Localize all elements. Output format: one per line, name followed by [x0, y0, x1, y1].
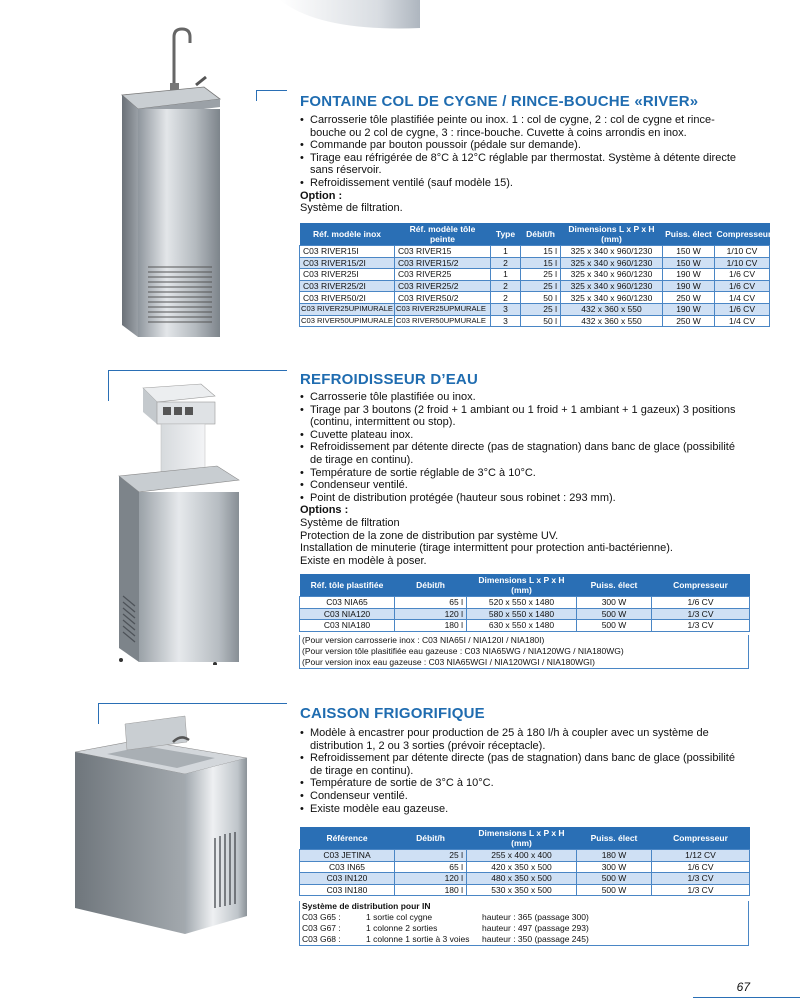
bullet-item: • Refroidissement par détente directe (pas de stagnation) dans banc de glace (possibilité de tirage en continu). [300, 441, 750, 466]
table-cell: 65 l [395, 861, 467, 873]
column-header: Réf. tôle plastifiée [300, 574, 395, 597]
column-header: Compresseur [715, 223, 770, 246]
table-cell: 1/10 CV [715, 257, 770, 269]
table-cell: C03 RIVER50/2 [395, 292, 491, 304]
table-cell: 1/6 CV [652, 861, 750, 873]
distribution-desc: 1 colonne 2 sorties [366, 923, 438, 933]
distribution-row [302, 934, 746, 945]
model-variants-notes [299, 635, 749, 669]
table-cell: 480 x 350 x 500 [467, 873, 577, 885]
table-cell: C03 RIVER25UPMURALE [395, 303, 491, 315]
table-cell: C03 NIA120 [300, 608, 395, 620]
table-cell: 250 W [663, 315, 715, 327]
table-cell: 25 l [521, 303, 561, 315]
table-row [300, 861, 750, 873]
table-cell: 180 l [395, 884, 467, 896]
table-cell: C03 RIVER25/2I [300, 280, 395, 292]
bullet-item: • Commande par bouton poussoir (pédale sur demande). [300, 139, 750, 152]
table-cell: 190 W [663, 269, 715, 281]
section-connector [256, 90, 287, 101]
table-cell: 325 x 340 x 960/1230 [561, 246, 663, 258]
table-cell: 25 l [521, 269, 561, 281]
column-header: Dimensions L x P x H (mm) [467, 827, 577, 850]
table-cell: 580 x 550 x 1480 [467, 608, 577, 620]
page-number: 67 [736, 980, 750, 994]
option-item: Installation de minuterie (tirage intermittent pour protection anti-bactérienne). [300, 542, 673, 555]
page-number-rule [693, 997, 800, 998]
table-cell: C03 RIVER25UPIMURALE [301, 304, 394, 314]
table-cell: 300 W [577, 861, 652, 873]
table-row [300, 269, 770, 281]
bullet-item: • Tirage par 3 boutons (2 froid + 1 ambiant ou 1 froid + 1 ambiant + 1 gazeux) 3 positions (continu, intermittent ou stop). [300, 404, 750, 429]
table-cell: 500 W [577, 873, 652, 885]
table-cell: 180 l [395, 620, 467, 632]
column-header: Puiss. élect [577, 827, 652, 850]
refrigerated-cabinet-image [75, 712, 250, 937]
water-cooler-image [105, 380, 250, 665]
river-fountain-image [108, 25, 238, 340]
table-cell: C03 NIA180 [300, 620, 395, 632]
table-cell: 2 [491, 257, 521, 269]
table-cell: 1 [491, 269, 521, 281]
distribution-systems [299, 901, 749, 946]
distribution-desc: 1 sortie col cygne [366, 912, 433, 922]
table-cell: 1/10 CV [715, 246, 770, 258]
table-cell: 190 W [663, 303, 715, 315]
table-cell: C03 RIVER25I [300, 269, 395, 281]
bullet-item: • Condenseur ventilé. [300, 790, 750, 803]
table-cell: C03 RIVER15 [395, 246, 491, 258]
table-cell: C03 IN65 [300, 861, 395, 873]
table-cell: 250 W [663, 292, 715, 304]
table-row [300, 280, 770, 292]
distribution-ref: C03 G67 : [302, 923, 341, 933]
note-line: (Pour version tôle plasitifiée eau gazeuse : C03 NIA65WG / NIA120WG / NIA180WG) [302, 646, 624, 656]
column-header: Référence [300, 827, 395, 850]
distribution-title: Système de distribution pour IN [302, 901, 431, 911]
table-cell: 325 x 340 x 960/1230 [561, 280, 663, 292]
table-cell: 1/6 CV [715, 303, 770, 315]
note-line: (Pour version carrosserie inox : C03 NIA65I / NIA120I / NIA180I) [302, 635, 545, 645]
table-row [300, 620, 750, 632]
table-cell: 25 l [395, 850, 467, 862]
table-cell: 630 x 550 x 1480 [467, 620, 577, 632]
table-cell: 255 x 400 x 400 [467, 850, 577, 862]
spec-table [299, 574, 750, 632]
column-header: Compresseur [652, 574, 750, 597]
table-cell: C03 RIVER15I [300, 246, 395, 258]
table-row [300, 608, 750, 620]
table-cell: 120 l [395, 608, 467, 620]
table-row [300, 873, 750, 885]
table-cell: 3 [491, 303, 521, 315]
table-cell: C03 RIVER15/2 [395, 257, 491, 269]
spec-table [299, 223, 770, 327]
section-title: REFROIDISSEUR D’EAU [300, 371, 478, 388]
table-cell: 325 x 340 x 960/1230 [561, 257, 663, 269]
distribution-row [302, 923, 746, 934]
distribution-desc: 1 colonne 1 sortie à 3 voies [366, 934, 470, 944]
table-cell: 120 l [395, 873, 467, 885]
distribution-ref: C03 G65 : [302, 912, 341, 922]
option-heading: Options : [300, 504, 349, 517]
table-cell: 2 [491, 292, 521, 304]
table-cell: 15 l [521, 246, 561, 258]
table-cell: 1/3 CV [652, 873, 750, 885]
bullet-item: • Refroidissement ventilé (sauf modèle 15). [300, 177, 750, 190]
option-heading: Option : [300, 189, 343, 202]
table-cell: 15 l [521, 257, 561, 269]
table-cell: C03 IN180 [300, 884, 395, 896]
table-cell: 1/6 CV [715, 269, 770, 281]
bullet-item: • Tirage eau réfrigérée de 8°C à 12°C réglable par thermostat. Système à détente directe sans réservoir. [300, 152, 750, 177]
distribution-row [302, 912, 746, 923]
option-item: Système de filtration [300, 516, 400, 529]
bullet-item: • Carrosserie tôle plastifiée peinte ou inox. 1 : col de cygne, 2 : col de cygne et rince-bouche ou 2 col de cygne, 3 : rince-bouche. Cuvette à coins arrondis en inox. [300, 114, 750, 139]
bullet-item: • Point de distribution protégée (hauteur sous robinet : 293 mm). [300, 492, 750, 505]
table-cell: 420 x 350 x 500 [467, 861, 577, 873]
table-cell: C03 RIVER25/2 [395, 280, 491, 292]
column-header: Réf. modèle tôle peinte [395, 223, 491, 246]
table-header-row [300, 574, 750, 597]
column-header: Dimensions L x P x H (mm) [467, 574, 577, 597]
table-cell: 1/12 CV [652, 850, 750, 862]
bullet-item: • Température de sortie réglable de 3°C à 10°C. [300, 467, 750, 480]
section-title: FONTAINE COL DE CYGNE / RINCE-BOUCHE «RIVER» [300, 93, 699, 110]
bullet-item: • Modèle à encastrer pour production de 25 à 180 l/h à coupler avec un système de distribution 1, 2 ou 3 sorties (prévoir réceptacle). [300, 727, 750, 752]
option-item: Système de filtration. [300, 202, 403, 215]
bullet-item: • Refroidissement par détente directe (pas de stagnation) dans banc de glace (possibilité de tirage en continu). [300, 752, 750, 777]
table-row [300, 257, 770, 269]
column-header: Compresseur [652, 827, 750, 850]
option-item: Protection de la zone de distribution par système UV. [300, 529, 559, 542]
table-cell: 1/3 CV [652, 620, 750, 632]
column-header: Réf. modèle inox [300, 223, 395, 246]
table-cell: 150 W [663, 246, 715, 258]
bullet-item: • Carrosserie tôle plastifiée ou inox. [300, 391, 750, 404]
table-cell: 1/4 CV [715, 292, 770, 304]
table-row [300, 850, 750, 862]
column-header: Puiss. élect [663, 223, 715, 246]
table-cell: 500 W [577, 608, 652, 620]
column-header: Type [491, 223, 521, 246]
section-description [300, 391, 750, 567]
column-header: Débit/h [395, 574, 467, 597]
section-description [300, 727, 750, 815]
table-cell: 432 x 360 x 550 [561, 315, 663, 327]
column-header: Dimensions L x P x H (mm) [561, 223, 663, 246]
column-header: Débit/h [521, 223, 561, 246]
table-cell: 1 [491, 246, 521, 258]
table-cell: 65 l [395, 597, 467, 609]
table-cell: C03 RIVER15/2I [300, 257, 395, 269]
table-cell: 520 x 550 x 1480 [467, 597, 577, 609]
table-cell: C03 RIVER50UPMURALE [395, 315, 491, 327]
table-row [300, 303, 770, 315]
table-cell: 1/3 CV [652, 608, 750, 620]
table-cell: 530 x 350 x 500 [467, 884, 577, 896]
table-cell: 432 x 360 x 550 [561, 303, 663, 315]
section-title: CAISSON FRIGORIFIQUE [300, 705, 485, 722]
table-row [300, 884, 750, 896]
top-arc-decoration [280, 0, 420, 32]
table-cell: C03 IN120 [300, 873, 395, 885]
table-cell: 25 l [521, 280, 561, 292]
table-cell: 1/4 CV [715, 315, 770, 327]
column-header: Débit/h [395, 827, 467, 850]
table-cell: 1/3 CV [652, 884, 750, 896]
table-cell: 325 x 340 x 960/1230 [561, 292, 663, 304]
bullet-item: • Existe modèle eau gazeuse. [300, 803, 750, 816]
table-header-row [300, 827, 750, 850]
table-cell: 50 l [521, 315, 561, 327]
column-header: Puiss. élect [577, 574, 652, 597]
spec-table [299, 827, 750, 896]
table-row [300, 597, 750, 609]
table-cell: C03 NIA65 [300, 597, 395, 609]
table-cell: 2 [491, 280, 521, 292]
table-cell: 300 W [577, 597, 652, 609]
bullet-item: • Cuvette plateau inox. [300, 429, 750, 442]
distribution-height: hauteur : 365 (passage 300) [482, 912, 589, 922]
table-cell: 1/6 CV [715, 280, 770, 292]
note-line: (Pour version inox eau gazeuse : C03 NIA65WGI / NIA120WGI / NIA180WGI) [302, 657, 595, 667]
option-item: Existe en modèle à poser. [300, 554, 427, 567]
table-header-row [300, 223, 770, 246]
table-cell: C03 RIVER25 [395, 269, 491, 281]
distribution-height: hauteur : 497 (passage 293) [482, 923, 589, 933]
table-row [300, 246, 770, 258]
table-cell: 190 W [663, 280, 715, 292]
section-description [300, 114, 750, 215]
bullet-item: • Température de sortie de 3°C à 10°C. [300, 777, 750, 790]
table-row [300, 292, 770, 304]
table-cell: 3 [491, 315, 521, 327]
table-cell: 500 W [577, 884, 652, 896]
table-cell: C03 RIVER50/2I [300, 292, 395, 304]
bullet-item: • Condenseur ventilé. [300, 479, 750, 492]
table-cell: C03 JETINA [300, 850, 395, 862]
table-cell: 1/6 CV [652, 597, 750, 609]
table-cell: 325 x 340 x 960/1230 [561, 269, 663, 281]
table-cell: 50 l [521, 292, 561, 304]
distribution-ref: C03 G68 : [302, 934, 341, 944]
table-cell: C03 RIVER50UPIMURALE [301, 315, 394, 325]
table-cell: 180 W [577, 850, 652, 862]
table-cell: 500 W [577, 620, 652, 632]
table-row [300, 315, 770, 327]
table-cell: 150 W [663, 257, 715, 269]
distribution-height: hauteur : 350 (passage 245) [482, 934, 589, 944]
